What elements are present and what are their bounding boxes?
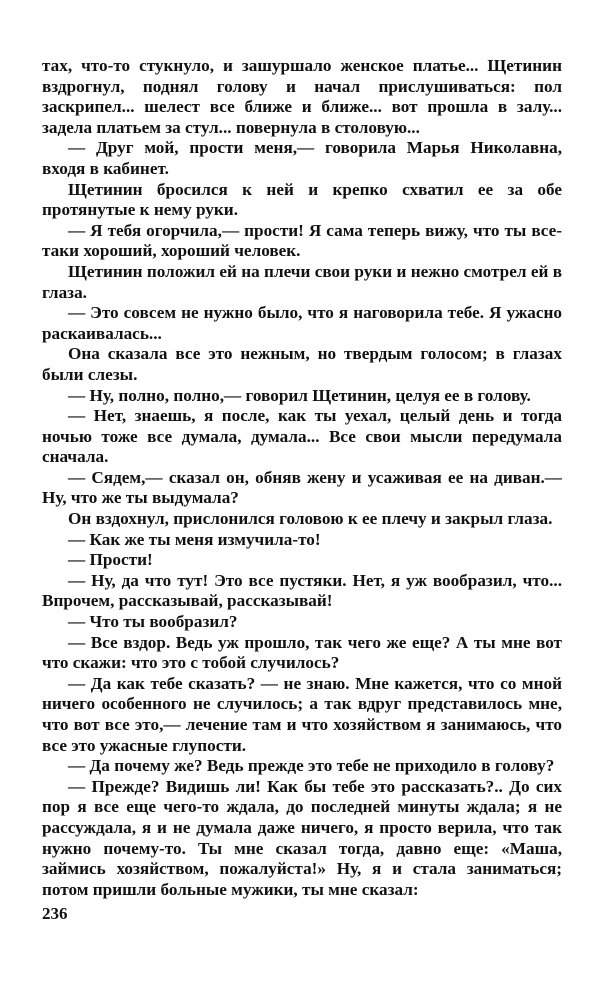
paragraph-5: Щетинин положил ей на плечи свои руки и нежно смотрел ей в глаза. bbox=[42, 261, 562, 302]
paragraph-1: тах, что-то стукнуло, и зашуршало женское платье... Щетинин вздрогнул, поднял голову и начал прислушиваться: пол заскрипел... шелест все ближе и ближе... вот прошла в залу... задела платьем за стул... повернула в столовую... bbox=[42, 56, 562, 137]
page-text bbox=[42, 56, 562, 900]
paragraph-10: — Сядем,— сказал он, обняв жену и усаживая ее на диван.— Ну, что же ты выдумала? bbox=[42, 467, 562, 508]
paragraph-4: — Я тебя огорчила,— прости! Я сама теперь вижу, что ты все-таки хороший, хороший человек. bbox=[42, 220, 562, 261]
paragraph-16: — Все вздор. Ведь уж прошло, так чего же еще? А ты мне вот что скажи: что это с тобой случилось? bbox=[42, 632, 562, 673]
paragraph-7: Она сказала все это нежным, но твердым голосом; в глазах были слезы. bbox=[42, 344, 562, 384]
paragraph-11: Он вздохнул, прислонился головою к ее плечу и закрыл глаза. bbox=[68, 509, 553, 529]
paragraph-2: — Друг мой, прости меня,— говорила Марья Николавна, входя в кабинет. bbox=[42, 138, 562, 178]
paragraph-6: — Это совсем не нужно было, что я наговорила тебе. Я ужасно раскаивалась... bbox=[42, 303, 562, 343]
paragraph-18: — Да почему же? Ведь прежде это тебе не приходило в голову? bbox=[68, 756, 555, 776]
paragraph-17: — Да как тебе сказать? — не знаю. Мне кажется, что со мной ничего особенного не случилось; а так вдруг представилось мне, что вот все это,— лечение там и что хозяйством я занимаюсь, что все это ужасные глупости. bbox=[42, 673, 562, 755]
paragraph-19: — Прежде? Видишь ли! Как бы тебе это рассказать?.. До сих пор я все еще чего-то ждала, до последней минуты ждала; я не рассуждала, я и не думала даже ничего, я просто верила, что так нужно почему-то. Ты мне сказал тогда, давно еще: «Маша, займись хозяйством, пожалуйста!» Ну, я и стала заниматься; потом пришли больные мужики, ты мне сказал: bbox=[42, 776, 562, 899]
page-number: 236 bbox=[42, 904, 68, 923]
paragraph-14: — Ну, да что тут! Это все пустяки. Нет, я уж вообразил, что... Впрочем, рассказывай, рассказывай! bbox=[42, 570, 562, 611]
paragraph-3: Щетинин бросился к ней и крепко схватил ее за обе протянутые к нему руки. bbox=[42, 179, 562, 220]
paragraph-8: — Ну, полно, полно,— говорил Щетинин, целуя ее в голову. bbox=[68, 385, 531, 405]
paragraph-9: — Нет, знаешь, я после, как ты уехал, целый день и тогда ночью тоже все думала, думала... Все свои мысли передумала сначала. bbox=[42, 406, 562, 467]
paragraph-13: — Прости! bbox=[68, 550, 153, 570]
paragraph-12: — Как же ты меня измучила-то! bbox=[68, 529, 321, 549]
paragraph-15: — Что ты вообразил? bbox=[68, 612, 238, 632]
